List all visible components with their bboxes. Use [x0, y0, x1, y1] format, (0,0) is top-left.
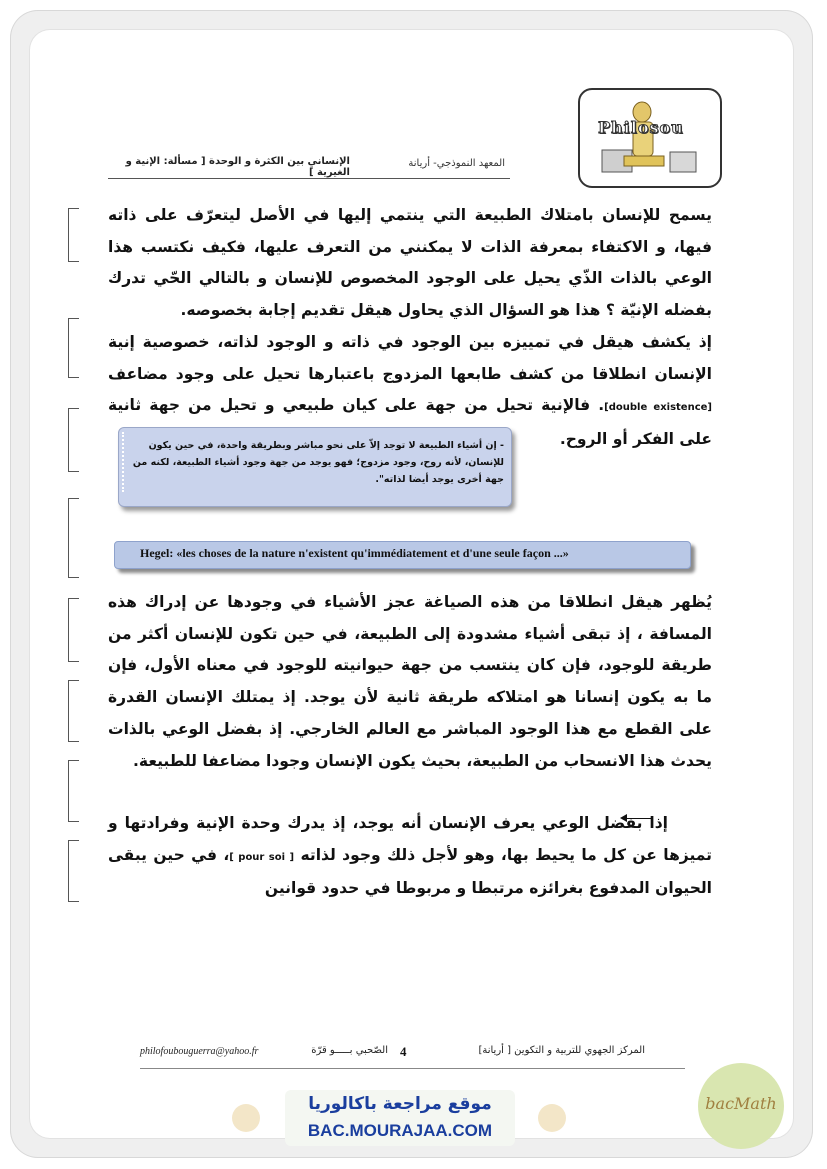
paragraph-4-text-a: إذا بفضل الوعي يعرف الإنسان أنه يوجد، إذ يدرك وحدة الإنية وفرادتها و تميزها عن كل ما يحيط بها، وهو لأجل ذلك وجود لذاته — [108, 814, 712, 864]
paragraph-4 — [108, 808, 712, 905]
margin-bracket — [68, 318, 79, 378]
margin-bracket — [68, 208, 79, 262]
paragraph-2-text-a: إذ يكشف هيقل في تمييزه بين الوجود في ذاته و الوجود لذاته، خصوصية إنية الإنسان انطلاقا من كشف طابعها المزدوج باعتبارها تحيل على وجود مضاعف — [108, 333, 712, 383]
latin-term: [ pour soi ] — [229, 851, 295, 863]
logo-word: Philosou — [598, 118, 684, 137]
header-institution: المعهد النموذجي- أريانة — [408, 158, 505, 169]
paragraph-3: يُظهر هيقل انطلاقا من هذه الصياغة عجز الأشياء في وجودها عن إدراك هذه المسافة ، إذ تبقى أشياء مشدودة إلى الطبيعة، في حين تكون للإنسان أكثر من طريقة للوجود، فإن كان ينتسب من جهة حيوانيته للوجود في معناه الأول، فإن ما به يكون إنسانا هو امتلاكه طريقة ثانية لأن يوجد. إذ يمتلك الإنسان القدرة على القطع مع هذا الوجود المباشر مع العالم الخارجي. إذ بفضل الوعي بالذات يحدث هذا الانسحاب من الطبيعة، بحيث يكون الإنسان وجودا مضاعفا للطبيعة. — [108, 593, 712, 770]
philosophy-logo — [578, 88, 722, 188]
latin-term: [double existence] — [604, 402, 712, 414]
paragraph-2-text-b: . فالإنية تحيل من جهة على كيان طبيعي و تحيل من جهة ثانية على الفكر أو الروح. — [108, 396, 712, 449]
margin-bracket — [68, 598, 79, 662]
site-logo-icon — [232, 1104, 260, 1132]
paragraph-1: يسمح للإنسان بامتلاك الطبيعة التي ينتمي إليها في الأصل ليتعرّف على ذاته فيها، و الاكتفاء بمعرفة الذات لا يمكنني من التعرف عليها، فكيف نكتسب هذا الوعي بالذات الذّي يحيل على الوجود المخصوص للإنسان و بالتالي الحّي تدرك بفضله الإنيّة ؟ هذا هو السؤال الذي يحاول هيقل تقديم إجابة بخصوصه. — [108, 206, 712, 320]
hegel-quote: Hegel: «les choses de la nature n'existent qu'immédiatement et d'une seule façon ...» — [140, 546, 569, 560]
footer-author: الصّحبي بـــــو قرّة — [311, 1045, 388, 1056]
footer-email: philofoubouguerra@yahoo.fr — [140, 1046, 259, 1057]
margin-bracket — [68, 408, 79, 472]
watermark-arabic: موقع مراجعة باكالوريا — [308, 1094, 492, 1114]
footer-center: المركز الجهوي للتربية و التكوين [ أريانة] — [478, 1045, 645, 1056]
document-page — [30, 30, 793, 1138]
margin-bracket — [68, 498, 79, 578]
margin-bracket — [68, 840, 79, 902]
margin-bracket — [68, 760, 79, 822]
statue-icon — [580, 90, 720, 186]
margin-bracket — [68, 680, 79, 742]
header-title: الإنساني بين الكثرة و الوحدة [ مسألة: الإنية و الغيرية ] — [125, 156, 350, 178]
bacmath-text: bacMath — [705, 1094, 777, 1113]
site-logo-icon — [538, 1104, 566, 1132]
paragraph-4-text-b: ، في حين يبقى الحيوان المدفوع بغرائزه مرتبطا و مربوطا في حدود قوانين — [108, 845, 712, 898]
watermark-url[interactable]: BAC.MOURAJAA.COM — [307, 1121, 493, 1140]
header-divider — [108, 178, 510, 179]
quote-text: - إن أشياء الطبيعة لا توجد إلاّ على نحو مباشر وبطريقة واحدة، في حين يكون للإنسان، لأنه روح، وجود مزدوج؛ فهو يوجد من جهة وجود أشياء الطبيعة، لكنه من جهة أخرى يوجد أيضا لذاته". — [132, 440, 504, 485]
page-number: 4 — [400, 1044, 407, 1059]
footer-divider — [140, 1068, 685, 1069]
